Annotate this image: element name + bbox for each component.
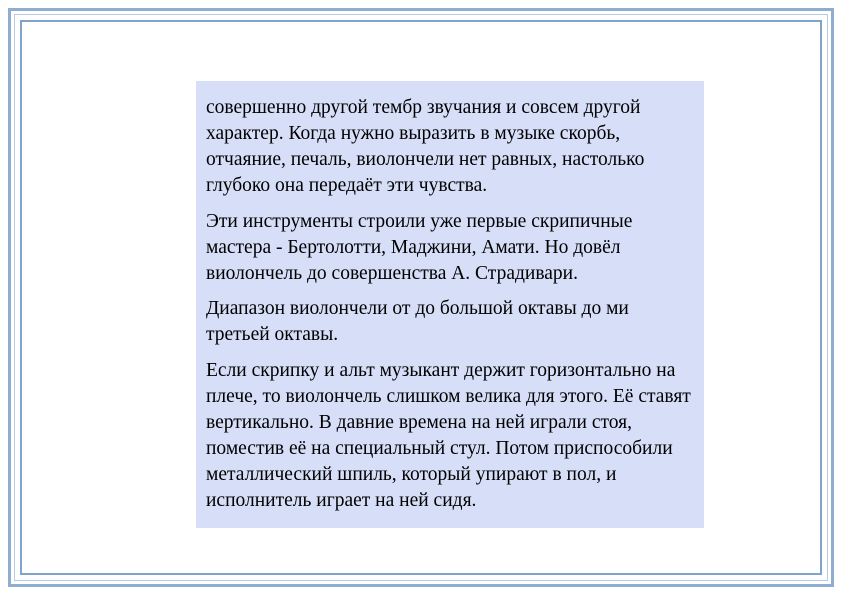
paragraph: Эти инструменты строили уже первые скрипичные мастера - Бертолотти, Маджини, Амати. Но довёл виолончель до совершенства А. Страдивари. — [206, 210, 633, 284]
paragraph: Если скрипку и альт музыкант держит горизонтально на плече, то виолончель слишком велика для этого. Её ставят вертикально. В давние времена на ней играли стоя, поместив её на специальный стул. Потом приспособили металлический шпиль, который упирают в пол, и исполнитель играет на ней сидя. — [206, 360, 691, 511]
slide-content-area — [26, 26, 816, 569]
paragraph: совершенно другой тембр звучания и совсем другой характер. Когда нужно выразить в музыке скорбь, отчаяние, печаль, виолончели нет равных, настолько глубоко она передаёт эти чувства. — [206, 97, 645, 196]
paragraph: Диапазон виолончели от до большой октавы до ми третьей октавы. — [206, 298, 629, 346]
text-block — [196, 81, 704, 528]
